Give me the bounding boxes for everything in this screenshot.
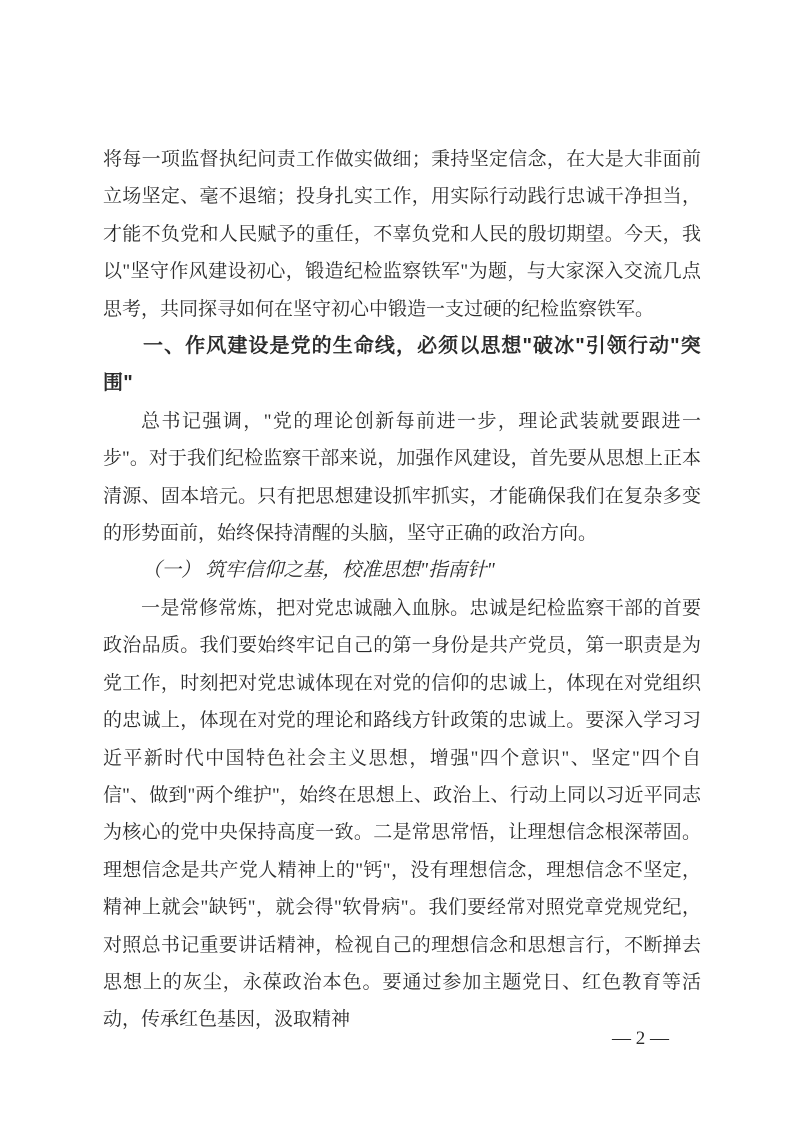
section-heading: 一、作风建设是党的生命线，必须以思想"破冰"引领行动"突围" — [103, 335, 701, 395]
paragraph: 总书记强调，"党的理论创新每前进一步，理论武装就要跟进一步"。对于我们纪检监察干部来说，加强作风建设，首先要从思想上正本清源、固本培元。只有把思想建设抓牢抓实，才能确保我们在复杂多变的形势面前，始终保持清醒的头脑，坚守正确的政治方向。 — [103, 410, 701, 545]
document-body — [103, 141, 701, 1039]
subsection-heading: （一） 筑牢信仰之基，校准思想"指南针" — [142, 560, 495, 582]
page-number: — 2 — — [612, 1028, 669, 1049]
paragraph: 一是常修常炼，把对党忠诚融入血脉。忠诚是纪检监察干部的首要政治品质。我们要始终牢记自己的第一身份是共产党员，第一职责是为党工作，时刻把对党忠诚体现在对党的信仰的忠诚上，体现在对党组织的忠诚上，体现在对党的理论和路线方针政策的忠诚上。要深入学习习近平新时代中国特色社会主义思想，增强"四个意识"、坚定"四个自信"、做到"两个维护"，始终在思想上、政治上、行动上同以习近平同志为核心的党中央保持高度一致。二是常思常悟，让理想信念根深蒂固。理想信念是共产党人精神上的"钙"，没有理想信念，理想信念不坚定，精神上就会"缺钙"，就会得"软骨病"。我们要经常对照党章党规党纪，对照总书记重要讲话精神，检视自己的理想信念和思想言行，不断掸去思想上的灰尘，永葆政治本色。要通过参加主题党日、红色教育等活动，传承红色基因，汲取精神 — [103, 597, 701, 1031]
paragraph-continuation: 将每一项监督执纪问责工作做实做细；秉持坚定信念，在大是大非面前立场坚定、毫不退缩；投身扎实工作，用实际行动践行忠诚干净担当，才能不负党和人民赋予的重任，不辜负党和人民的殷切期望。今天，我以"坚守作风建设初心，锻造纪检监察铁军"为题，与大家深入交流几点思考，共同探寻如何在坚守初心中锻造一支过硬的纪检监察铁军。 — [103, 149, 701, 320]
